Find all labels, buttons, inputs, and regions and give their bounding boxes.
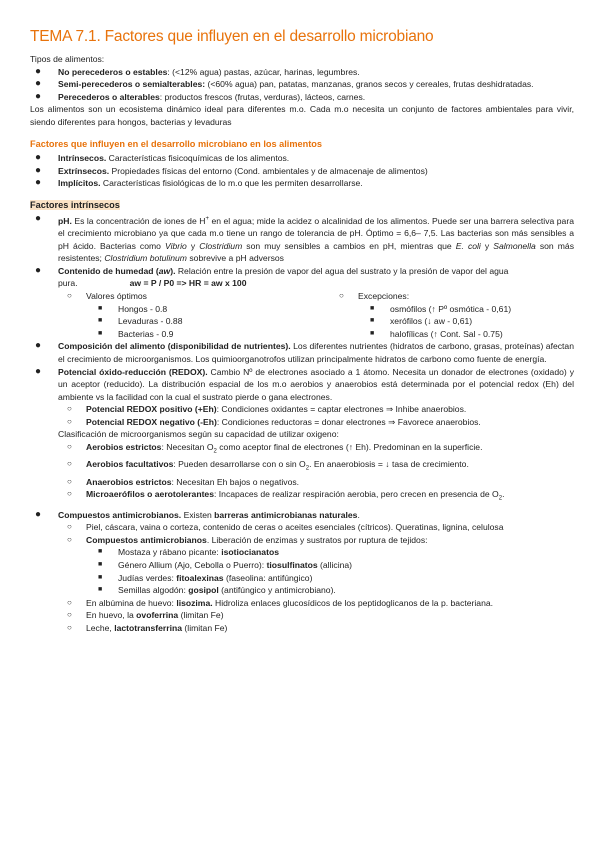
list-item: ■ halofílicas (↑ Cont. Sal - 0.75) — [370, 328, 503, 339]
list-item: ○ Leche, lactotransferrina (limitan Fe) — [67, 622, 228, 633]
list-item: ○ Valores óptimos — [67, 290, 147, 301]
list-item-redox: ● Potencial óxido-reducción (REDOX). Cambio Nº de electrones asociado a 1 átomo. Necesita un donador de electrones (oxidado) y un aceptor (reducido). La distribución espacial de los m.o aerobios y anaerobios está determinada por el potencial redox (Eh) del ambiente vs la facilidad con la cual el sustrato pierde o gana electrones. — [35, 365, 574, 402]
circle-bullet-icon: ○ — [67, 610, 72, 620]
square-bullet-icon: ■ — [98, 304, 103, 312]
bullet-icon: ● — [35, 177, 42, 189]
circle-bullet-icon: ○ — [67, 442, 72, 452]
list-item: ● Semi-perecederos o semialterables: (<60% agua) pan, patatas, manzanas, granos secos y cereales, frutas deshidratadas. — [35, 78, 534, 90]
list-item: ○ Potencial REDOX negativo (-Eh): Condiciones reductoras = donar electrones ⇒ Favorece anaerobios. — [67, 416, 481, 427]
list-item: ■ Mostaza y rábano picante: isotiocianatos — [98, 547, 279, 558]
bullet-icon: ● — [35, 65, 42, 77]
circle-bullet-icon: ○ — [67, 459, 72, 469]
bullet-icon: ● — [35, 264, 42, 276]
list-item: ○ Compuestos antimicrobianos. Liberación de enzimas y sustratos por ruptura de tejidos: — [67, 534, 428, 545]
list-item: ■ Hongos - 0.8 — [98, 303, 168, 314]
circle-bullet-icon: ○ — [67, 534, 72, 544]
square-bullet-icon: ■ — [98, 317, 103, 325]
circle-bullet-icon: ○ — [339, 290, 344, 300]
list-item: ○ Aerobios facultativos: Pueden desarrollarse con o $\sin O_2$. En anaerobiosis = ↓ tasa de crecimiento. — [67, 459, 469, 473]
square-bullet-icon: ■ — [370, 304, 375, 312]
list-item: ○ Anaerobios estrictos: Necesitan Eh bajos o negativos. — [67, 476, 300, 487]
list-item: ■ Semillas algodón: gosipol (antifúngico y antimicrobiano). — [98, 585, 336, 596]
list-item: ● Intrínsecos. Características fisicoquímicas de los alimentos. — [35, 152, 290, 164]
bullet-icon: ● — [35, 340, 42, 352]
intrinsic-list — [30, 213, 574, 290]
section-heading-factors: Factores que influyen en el desarrollo microbiano en los alimentos — [30, 138, 323, 149]
aw-formula: aw = P / P0 => HR = aw x 100 — [129, 278, 247, 289]
list-item-nutrients: ● Composición del alimento (disponibilidad de nutrientes). Los diferentes nutrientes (hidratos de carbono, grasas, proteínas) afectan el crecimiento de microorganismos. Los quimioorganotrofos utilizan principalmente hidratos de carbono como fuente de energía. — [35, 340, 574, 364]
oxygen-classification-label: Clasificación de microorganismos según su capacidad de utilizar oxigeno: — [58, 429, 339, 440]
circle-bullet-icon: ○ — [67, 522, 72, 532]
oxygen-classes-list — [30, 441, 574, 506]
square-bullet-icon: ■ — [370, 317, 375, 325]
bullet-icon: ● — [35, 508, 42, 520]
bullet-icon: ● — [35, 152, 42, 164]
list-item: ● No perecederos o estables: (<12% agua) pastas, azúcar, harinas, legumbres. — [35, 65, 360, 77]
intrinsic-list-continued — [30, 340, 574, 428]
list-item: ○ Aerobios estrictos: Necesitan $O_2$ como aceptor final de electrones (↑ Eh). Predominan en la superficie. — [67, 442, 483, 455]
factors-list — [30, 152, 574, 190]
list-item: ○ Excepciones: — [339, 290, 410, 301]
circle-bullet-icon: ○ — [67, 622, 72, 632]
square-bullet-icon: ■ — [98, 586, 103, 594]
circle-bullet-icon: ○ — [67, 489, 72, 499]
circle-bullet-icon: ○ — [67, 476, 72, 486]
list-item: ■ Judías verdes: fitoalexinas (faseolina: antifúngico) — [98, 572, 313, 583]
square-bullet-icon: ■ — [98, 560, 103, 568]
list-item: ■ osmófilos (↑ Pº osmótica - 0,61) — [370, 303, 512, 314]
food-types-label: Tipos de alimentos: — [30, 54, 105, 64]
list-item: ○ En huevo, la ovoferrina (limitan Fe) — [67, 610, 224, 621]
page-title: TEMA 7.1. Factores que influyen en el desarrollo microbiano — [30, 28, 434, 45]
square-bullet-icon: ■ — [98, 573, 103, 581]
list-item: ○ En albúmina de huevo: lisozima. Hidroliza enlaces glucosídicos de los peptidoglicanos de la p. bacteriana. — [67, 597, 494, 608]
list-item: ○ Microaerófilos o aerotolerantes: Incapaces de realizar respiración aerobia, pero crecen en presencia de $O_2$. — [67, 489, 505, 503]
intro-paragraph: Los alimentos son un ecosistema dinámico ideal para diferentes m.o. Cada m.o necesita un conjunto de factores ambientales para vivir, siendo diferentes para hongos, bacterias y levaduras — [30, 104, 574, 127]
exceptions-list — [302, 290, 574, 340]
circle-bullet-icon: ○ — [67, 290, 72, 300]
list-item: ● Implícitos. Características fisiológicas de lo m.o que les permiten desarrollarse. — [35, 177, 363, 189]
list-item: ■ Bacterias - 0.9 — [98, 328, 174, 339]
square-bullet-icon: ■ — [370, 329, 375, 337]
square-bullet-icon: ■ — [98, 329, 103, 337]
section-heading-intrinsic: Factores intrínsecos — [30, 199, 120, 210]
list-item-moisture: ● Contenido de humedad (aw). Relación entre la presión de vapor del agua del sustrato y la presión de vapor del agua pura. aw = P / P0 => HR = aw x 100 — [35, 264, 509, 289]
list-item: ● Perecederos o alterables: productos frescos (frutas, verduras), lácteos, carnes. — [35, 90, 366, 102]
list-item-ph: ● pH. Es la concentración de iones de H+ en el agua; mide la acidez o alcalinidad de los alimentos. Puede ser una barrera selectiva para el crecimiento microbiano ya que cada m.o tiene un rango de tolerancia de pH. Óptimo = 6,6– 7,5. Las bacterias son más sensibles a pH ácido. Bacterias como Vibrio y Clostridium son muy sensibles a cambios en pH, mientras que E. coli y Salmonella son más resistentes; Clostridium botulinum sobrevive a pH adversos — [35, 212, 574, 264]
bullet-icon: ● — [35, 365, 42, 377]
optimal-values-list — [30, 290, 302, 340]
circle-bullet-icon: ○ — [67, 404, 72, 414]
food-types-list — [30, 66, 574, 104]
document-body — [30, 53, 574, 635]
list-item: ○ Potencial REDOX positivo (+Eh): Condiciones oxidantes = captar electrones ⇒ Inhibe anaerobios. — [67, 404, 467, 415]
bullet-icon: ● — [35, 164, 42, 176]
list-item: ■ xerófilos (↓ aw - 0,61) — [370, 316, 473, 327]
list-item: ■ Levaduras - 0.88 — [98, 316, 183, 327]
circle-bullet-icon: ○ — [67, 416, 72, 426]
bullet-icon: ● — [35, 90, 42, 102]
list-item: ■ Género Allium (Ajo, Cebolla o Puerro): tiosulfinatos (allicina) — [98, 559, 353, 570]
bullet-icon: ● — [35, 212, 42, 224]
list-item-antimicrobial: ● Compuestos antimicrobianos. Existen barreras antimicrobianas naturales. — [35, 508, 360, 520]
list-item: ○ Piel, cáscara, vaina o corteza, contenido de ceras o aceites esenciales (cítricos). Queratinas, lignina, celulosa — [67, 522, 504, 533]
square-bullet-icon: ■ — [98, 548, 103, 556]
antimicrobial-list — [30, 509, 574, 635]
circle-bullet-icon: ○ — [67, 597, 72, 607]
bullet-icon: ● — [35, 78, 42, 90]
aw-values-columns — [30, 290, 574, 340]
list-item: ● Extrínsecos. Propiedades físicas del entorno (Cond. ambientales y de almacenaje de alimentos) — [35, 164, 428, 176]
